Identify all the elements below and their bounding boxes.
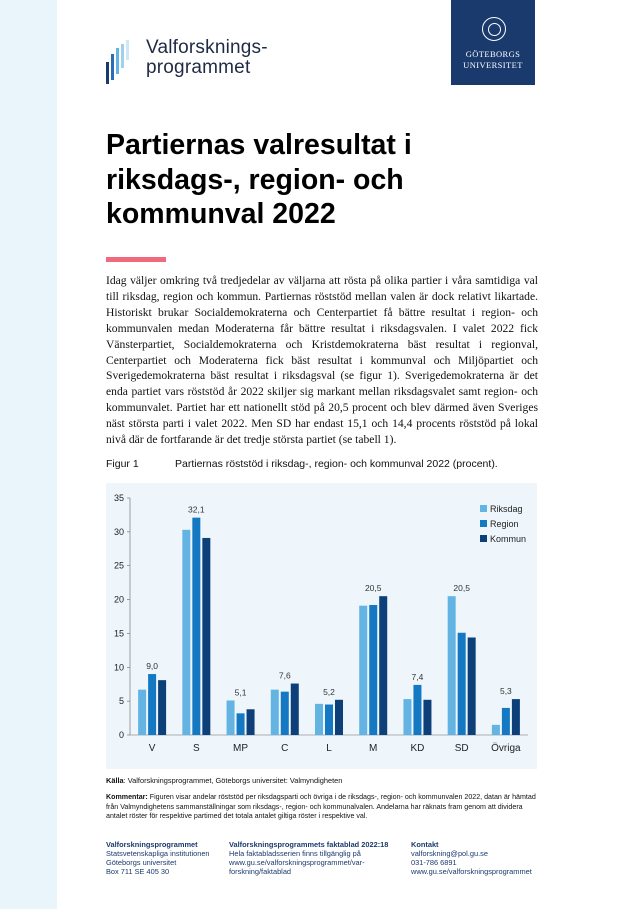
data-label: 5,3 [499, 686, 512, 697]
bar-kommun [423, 700, 431, 735]
footer-line: Göteborgs universitet [106, 858, 177, 867]
program-logo [106, 38, 306, 88]
x-tick-label: S [192, 743, 200, 754]
comment-label: Kommentar: [106, 793, 148, 801]
bar-region [369, 605, 377, 735]
bar-region [237, 713, 245, 735]
data-label: 5,2 [323, 686, 335, 697]
footer-heading: Valforskningsprogrammet [106, 840, 198, 849]
bar-kommun [202, 538, 210, 735]
left-margin-band [0, 0, 57, 909]
bar-kommun [379, 596, 387, 735]
comment-note [106, 793, 538, 822]
footer-email-link[interactable]: valforskning@pol.gu.se [411, 849, 488, 858]
university-name [451, 49, 535, 71]
data-label: 20,5 [364, 583, 382, 594]
page-title: Partiernas valresultat i riksdags-, region- och kommunval 2022 [106, 129, 412, 230]
footer-col-program [106, 840, 210, 876]
bar-riksdag [492, 725, 500, 735]
bar-kommun [335, 700, 343, 735]
bar-kommun [291, 684, 299, 735]
bar-riksdag [315, 704, 323, 735]
logo-line-2: programmet [146, 57, 251, 78]
x-tick-label: Övriga [491, 743, 521, 754]
legend-swatch [480, 535, 487, 542]
university-name-line-2: UNIVERSITET [463, 60, 523, 70]
chart-canvas [106, 483, 537, 769]
footer-link[interactable]: www.gu.se/valforskningsprogrammet/var- [229, 858, 365, 867]
bar-region [413, 685, 421, 735]
intro-paragraph: Idag väljer omkring två tredjedelar av väljarna att rösta på olika partier i våra samtidiga val till riksdag, region och kommun. Partiernas röststöd mellan valen är dock relativt likartade. Historiskt brukar Socialdemokraterna och Centerpartiet få bättre resultat i region- och kommunvalen medan Moderaterna får bättre resultat i riksdagsvalen. I valet 2022 fick Vänsterpartiet, Socialdemokraterna och Kristdemokraterna bäst resultat i regionval, Centerpartiet och Moderaterna fick bäst resultat i kommunval och Miljöpartiet och Sverigedemokraterna bäst resultat i riksdagsval (se figur 1). Sverigedemokraterna är det enda partiet vars röststöd år 2022 skiljer sig markant mellan riksdagsvalet samt region- och kommunvalet. Partiet har ett nationellt stöd på 20,5 procent och blev därmed även Sveriges näst största parti i valet 2022. Men SD har endast 15,1 och 14,4 procents röststöd på lokal nivå där de fortfarande är det tredje största partiet (se tabell 1). [106, 274, 538, 447]
x-tick-label: C [281, 743, 289, 754]
bar-region [325, 705, 333, 735]
footer-line: Statsvetenskapliga institutionen [106, 849, 210, 858]
title-accent-bar [106, 257, 166, 262]
bar-kommun [247, 709, 255, 735]
bar-riksdag [359, 606, 367, 735]
program-logo-text [146, 38, 268, 78]
university-name-line-1: GÖTEBORGS [465, 49, 521, 59]
bar-riksdag [271, 690, 279, 735]
footer-heading: Valforskningsprogrammets faktablad 2022:18 [229, 840, 389, 849]
university-seal-icon [482, 17, 506, 41]
data-label: 7,6 [278, 670, 291, 681]
x-tick-label: L [326, 743, 332, 754]
bar-kommun [158, 680, 166, 735]
data-label: 32,1 [188, 504, 205, 515]
footer-col-contact [411, 840, 532, 876]
logo-line-1: Valforsknings- [146, 37, 268, 58]
bar-logo-icon [106, 40, 132, 84]
footer-web-link[interactable]: www.gu.se/valforskningsprogrammet [411, 867, 532, 876]
data-label: 7,4 [411, 671, 424, 682]
legend-label: Region [490, 519, 519, 529]
bar-riksdag [182, 530, 190, 735]
y-tick-label: 25 [113, 560, 124, 571]
y-tick-label: 30 [113, 526, 124, 537]
comment-text: Figuren visar andelar röststöd per riksdagsparti och övriga i de riksdags-, region- och kommunvalen 2022, datan är hämtad från Valmyndighetens sammanställningar som riksdags-, region- och kommunalvalen. Andelarna har räknats fram genom att dividera antalet röster för respektive partimed det totala antalet giltiga röster i respektive val. [106, 793, 536, 821]
footer-link[interactable]: forskning/faktablad [229, 867, 292, 876]
legend-swatch [480, 505, 487, 512]
figure-title: Partiernas röststöd i riksdag-, region- och kommunval 2022 (procent). [175, 458, 498, 470]
y-tick-label: 20 [113, 594, 124, 605]
x-tick-label: V [148, 743, 156, 754]
footer-phone: 031-786 6891 [411, 858, 457, 867]
university-logo [451, 0, 535, 85]
bar-chart [106, 483, 537, 769]
bar-kommun [468, 637, 476, 735]
data-label: 9,0 [146, 661, 159, 672]
bar-region [281, 692, 289, 735]
bar-region [502, 708, 510, 735]
legend-swatch [480, 520, 487, 527]
legend-label: Kommun [490, 534, 527, 544]
figure-label: Figur 1 [106, 458, 139, 470]
footer-line: Box 711 SE 405 30 [106, 867, 170, 876]
bar-riksdag [227, 700, 235, 735]
bar-riksdag [138, 690, 146, 735]
y-tick-label: 15 [113, 628, 124, 639]
footer-col-factsheet [229, 840, 388, 876]
x-tick-label: MP [233, 743, 249, 754]
source-note [106, 776, 342, 785]
legend-label: Riksdag [490, 504, 523, 514]
bar-riksdag [448, 596, 456, 735]
bar-region [458, 633, 466, 735]
y-tick-label: 5 [118, 696, 124, 707]
footer-heading: Kontakt [411, 840, 439, 849]
footer-line: Hela faktabladsserien finns tillgänglig på [229, 849, 361, 858]
bar-region [148, 674, 156, 735]
data-label: 20,5 [453, 583, 470, 594]
data-label: 5,1 [234, 687, 247, 698]
bar-riksdag [403, 699, 411, 735]
bar-kommun [512, 699, 520, 735]
y-tick-label: 0 [118, 730, 124, 740]
x-tick-label: SD [454, 743, 469, 754]
x-tick-label: M [369, 743, 378, 754]
bar-region [192, 518, 200, 735]
y-tick-label: 10 [113, 662, 124, 673]
y-tick-label: 35 [113, 493, 124, 503]
source-label: Källa [106, 776, 124, 785]
source-text: : Valforskningsprogrammet, Göteborgs universitet: Valmyndigheten [123, 776, 343, 785]
x-tick-label: KD [410, 743, 425, 754]
